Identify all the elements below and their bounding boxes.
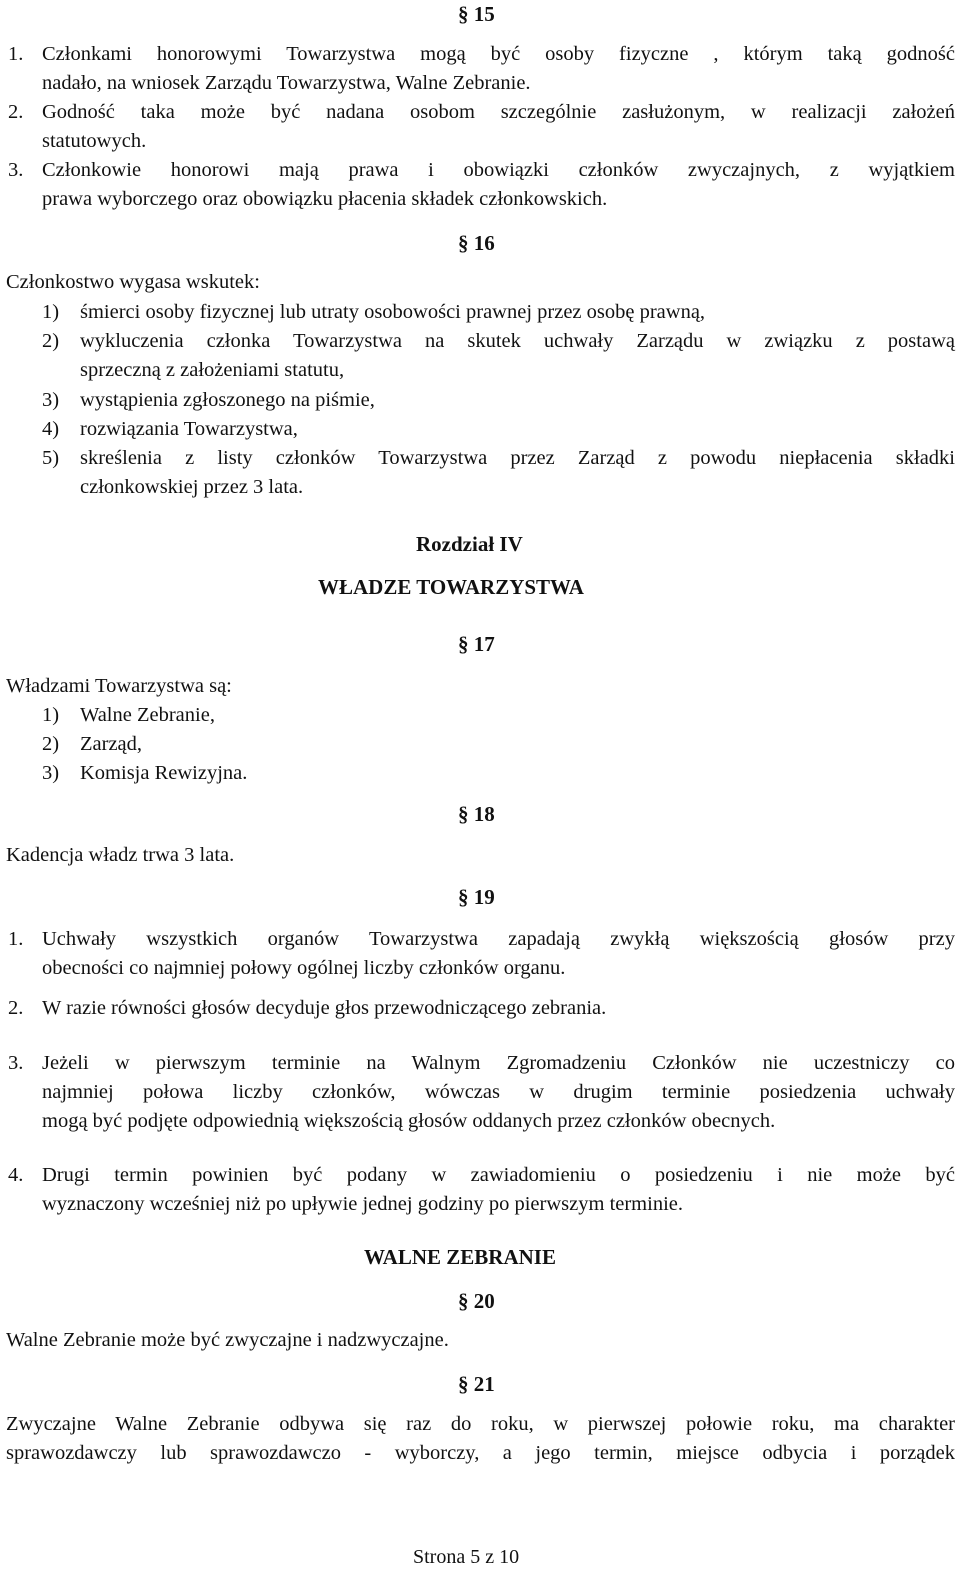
list-item-number: 2): [42, 733, 60, 755]
list-item-text: wyznaczony wcześniej niż po upływie jednej godziny po pierwszym terminie.: [42, 1193, 683, 1215]
list-item-number: 1.: [8, 43, 24, 65]
list-item-number: 4): [42, 418, 60, 440]
list-item-number: 3): [42, 762, 60, 784]
list-item-number: 3.: [8, 159, 24, 181]
list-item-number: 2): [42, 330, 60, 352]
list-item-text: skreślenia z listy członków Towarzystwa przez Zarząd z powodu niepłacenia składki: [80, 447, 955, 469]
section-text: Kadencja władz trwa 3 lata.: [6, 844, 235, 866]
list-item-number: 1): [42, 301, 60, 323]
list-item-number: 4.: [8, 1164, 24, 1186]
list-item-text: prawa wyborczego oraz obowiązku płacenia składek członkowskich.: [42, 188, 608, 210]
list-item-text: statutowych.: [42, 130, 147, 152]
section-intro: Władzami Towarzystwa są:: [6, 675, 232, 697]
list-item-text: Członkowie honorowi mają prawa i obowiązki członków zwyczajnych, z wyjątkiem: [42, 159, 955, 181]
list-item-text: Komisja Rewizyjna.: [80, 762, 248, 784]
section-text: Zwyczajne Walne Zebranie odbywa się raz do roku, w pierwszej połowie roku, ma charakter: [6, 1413, 955, 1435]
list-item-text: najmniej połowa liczby członków, wówczas w drugim terminie posiedzenia uchwały: [42, 1081, 955, 1103]
list-item-text: śmierci osoby fizycznej lub utraty osobowości prawnej przez osobę prawną,: [80, 301, 706, 323]
section-heading: WALNE ZEBRANIE: [364, 1245, 556, 1269]
list-item-number: 3.: [8, 1052, 24, 1074]
list-item-number: 5): [42, 447, 60, 469]
section-mark-16: § 16: [458, 231, 495, 255]
list-item-number: 2.: [8, 101, 24, 123]
list-item-text: członkowskiej przez 3 lata.: [80, 476, 304, 498]
list-item-number: 1): [42, 704, 60, 726]
list-item-text: wystąpienia zgłoszonego na piśmie,: [80, 389, 375, 411]
chapter-subtitle: WŁADZE TOWARZYSTWA: [318, 575, 584, 599]
list-item-number: 2.: [8, 997, 24, 1019]
list-item-text: W razie równości głosów decyduje głos przewodniczącego zebrania.: [42, 997, 607, 1019]
list-item-text: nadało, na wniosek Zarządu Towarzystwa, Walne Zebranie.: [42, 72, 531, 94]
list-item-text: Walne Zebranie,: [80, 704, 215, 726]
list-item-text: Członkami honorowymi Towarzystwa mogą być osoby fizyczne , którym taką godność: [42, 43, 955, 65]
section-mark-20: § 20: [458, 1289, 495, 1313]
list-item-number: 3): [42, 389, 60, 411]
section-intro: Członkostwo wygasa wskutek:: [6, 271, 260, 293]
section-mark-15: § 15: [458, 2, 495, 26]
section-text: sprawozdawczy lub sprawozdawczo - wyborczy, a jego termin, miejsce odbycia i porządek: [6, 1442, 955, 1464]
list-item-text: Drugi termin powinien być podany w zawiadomieniu o posiedzeniu i nie może być: [42, 1164, 955, 1186]
section-mark-18: § 18: [458, 802, 495, 826]
list-item-number: 1.: [8, 928, 24, 950]
list-item-text: mogą być podjęte odpowiednią większością głosów oddanych przez członków obecnych.: [42, 1110, 776, 1132]
section-mark-21: § 21: [458, 1372, 495, 1396]
list-item-text: Jeżeli w pierwszym terminie na Walnym Zgromadzeniu Członków nie uczestniczy co: [42, 1052, 955, 1074]
list-item-text: rozwiązania Towarzystwa,: [80, 418, 298, 440]
chapter-title: Rozdział IV: [416, 532, 523, 556]
list-item-text: wykluczenia członka Towarzystwa na skutek uchwały Zarządu w związku z postawą: [80, 330, 955, 352]
list-item-text: obecności co najmniej połowy ogólnej liczby członków organu.: [42, 957, 566, 979]
list-item-text: Godność taka może być nadana osobom szczególnie zasłużonym, w realizacji założeń: [42, 101, 955, 123]
list-item-text: sprzeczną z założeniami statutu,: [80, 359, 345, 381]
section-text: Walne Zebranie może być zwyczajne i nadzwyczajne.: [6, 1329, 449, 1351]
list-item-text: Uchwały wszystkich organów Towarzystwa zapadają zwykłą większością głosów przy: [42, 928, 955, 950]
section-mark-19: § 19: [458, 885, 495, 909]
section-mark-17: § 17: [458, 632, 495, 656]
list-item-text: Zarząd,: [80, 733, 143, 755]
page-number: Strona 5 z 10: [413, 1546, 520, 1568]
